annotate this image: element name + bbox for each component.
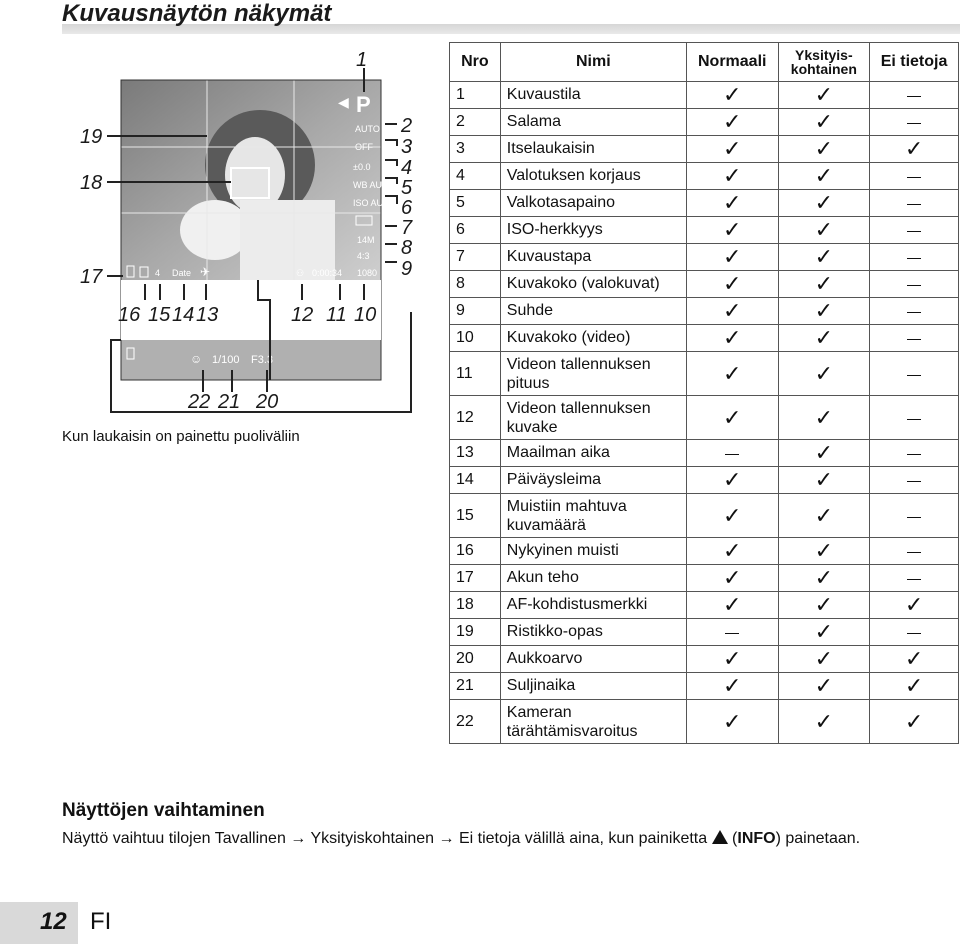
callout-18: 18: [80, 172, 103, 194]
check-icon: ✓: [686, 673, 778, 700]
body-part-4: painetaan.: [785, 830, 861, 847]
check-icon: ✓: [686, 82, 778, 109]
table-row: [450, 700, 959, 744]
check-icon: ✓: [686, 700, 778, 744]
row-name: Muistiin mahtuva kuvamäärä: [500, 494, 686, 538]
check-icon: ✓: [778, 244, 869, 271]
table-row: [450, 271, 959, 298]
language-code: FI: [90, 908, 112, 935]
header-normal: Normaali: [686, 43, 778, 82]
check-icon: ✓: [778, 467, 869, 494]
check-icon: ✓: [686, 244, 778, 271]
dash-icon: [870, 538, 959, 565]
shake-warning-icon: ☺: [190, 352, 203, 366]
dash-icon: [686, 619, 778, 646]
row-name: Maailman aika: [500, 440, 686, 467]
table-row: [450, 646, 959, 673]
row-number: 22: [450, 700, 501, 744]
table-row: [450, 396, 959, 440]
camera-screen-figure: [0, 0, 448, 470]
callout-11: 11: [326, 304, 347, 326]
check-icon: ✓: [778, 325, 869, 352]
self-timer-icon: OFF: [355, 142, 373, 152]
check-icon: ✓: [778, 673, 869, 700]
row-name: Päiväysleima: [500, 467, 686, 494]
callout-7: 7: [401, 217, 413, 239]
row-name: Kuvakoko (valokuvat): [500, 271, 686, 298]
callout-4: 4: [401, 157, 413, 179]
row-number: 4: [450, 163, 501, 190]
check-icon: ✓: [686, 163, 778, 190]
check-icon: ✓: [870, 700, 959, 744]
header-no-info: Ei tietoja: [870, 43, 959, 82]
table-row: [450, 82, 959, 109]
callout-2: 2: [401, 115, 413, 137]
date-stamp-icon: Date: [172, 268, 192, 278]
check-icon: ✓: [778, 592, 869, 619]
check-icon: ✓: [778, 109, 869, 136]
check-icon: ✓: [778, 163, 869, 190]
figure-caption: Kun laukaisin on painettu puoliväliin: [62, 428, 300, 445]
check-icon: ✓: [778, 440, 869, 467]
row-number: 11: [450, 352, 501, 396]
callout-12: 12: [291, 304, 314, 326]
row-number: 15: [450, 494, 501, 538]
check-icon: ✓: [778, 298, 869, 325]
row-name: Videon tallennuksen kuvake: [500, 396, 686, 440]
check-icon: ✓: [686, 592, 778, 619]
check-icon: ✓: [686, 298, 778, 325]
row-number: 2: [450, 109, 501, 136]
check-icon: ✓: [778, 646, 869, 673]
row-name: Kuvakoko (video): [500, 325, 686, 352]
check-icon: ✓: [686, 109, 778, 136]
row-name: ISO-herkkyys: [500, 217, 686, 244]
left-arrow-icon: ◀: [338, 94, 349, 110]
row-name: Kuvaustila: [500, 82, 686, 109]
row-name: Salama: [500, 109, 686, 136]
dash-icon: [870, 352, 959, 396]
shutter-value: 1/100: [212, 354, 240, 366]
header-name: Nimi: [500, 43, 686, 82]
body-part-1: Näyttö vaihtuu tilojen Tavallinen: [62, 830, 286, 847]
row-number: 13: [450, 440, 501, 467]
row-number: 8: [450, 271, 501, 298]
row-name: Valkotasapaino: [500, 190, 686, 217]
table-row: [450, 619, 959, 646]
table-row: [450, 136, 959, 163]
table-row: [450, 190, 959, 217]
check-icon: ✓: [870, 136, 959, 163]
check-icon: ✓: [778, 190, 869, 217]
check-icon: ✓: [870, 646, 959, 673]
dash-icon: [870, 190, 959, 217]
check-icon: ✓: [778, 494, 869, 538]
dash-icon: [686, 440, 778, 467]
callout-17: 17: [80, 266, 103, 288]
row-name: Itselaukaisin: [500, 136, 686, 163]
callout-5: 5: [401, 177, 413, 199]
table-row: [450, 467, 959, 494]
callout-14: 14: [172, 304, 195, 326]
dash-icon: [870, 109, 959, 136]
row-number: 20: [450, 646, 501, 673]
row-number: 5: [450, 190, 501, 217]
check-icon: ✓: [778, 271, 869, 298]
table-row: [450, 244, 959, 271]
table-row: [450, 440, 959, 467]
exposure-icon: ±0.0: [353, 162, 371, 172]
check-icon: ✓: [778, 136, 869, 163]
callout-6: 6: [401, 197, 413, 219]
info-button-label: INFO: [737, 830, 776, 847]
check-icon: ✓: [778, 82, 869, 109]
row-name: Suljinaika: [500, 673, 686, 700]
table-row: [450, 538, 959, 565]
table-row: [450, 163, 959, 190]
table-row: [450, 325, 959, 352]
dash-icon: [870, 217, 959, 244]
page-number: 12: [40, 908, 67, 935]
callout-13: 13: [196, 304, 219, 326]
dash-icon: [870, 244, 959, 271]
arrow-1: →: [290, 830, 307, 847]
dash-icon: [870, 467, 959, 494]
world-time-icon: ✈: [200, 265, 211, 279]
dash-icon: [870, 565, 959, 592]
check-icon: ✓: [686, 325, 778, 352]
check-icon: ✓: [778, 217, 869, 244]
table-row: [450, 565, 959, 592]
mode-icon: P: [356, 92, 371, 117]
check-icon: ✓: [778, 565, 869, 592]
row-number: 21: [450, 673, 501, 700]
row-number: 7: [450, 244, 501, 271]
check-icon: ✓: [686, 646, 778, 673]
callout-21: 21: [218, 391, 241, 413]
callout-3: 3: [401, 136, 413, 158]
row-number: 3: [450, 136, 501, 163]
dash-icon: [870, 396, 959, 440]
iso-icon: ISO AUTO: [353, 198, 396, 208]
dash-icon: [870, 494, 959, 538]
callout-8: 8: [401, 237, 413, 259]
table-row: [450, 217, 959, 244]
row-name: Videon tallennuksen pituus: [500, 352, 686, 396]
aspect-icon: 4:3: [357, 251, 370, 261]
remaining-count-icon: 4: [155, 268, 161, 278]
video-size-icon: 1080: [357, 268, 378, 278]
row-name: Akun teho: [500, 565, 686, 592]
indicator-table: [449, 42, 959, 744]
check-icon: ✓: [686, 396, 778, 440]
row-name: Aukkoarvo: [500, 646, 686, 673]
dash-icon: [870, 440, 959, 467]
check-icon: ✓: [686, 538, 778, 565]
dash-icon: [870, 325, 959, 352]
row-number: 9: [450, 298, 501, 325]
body-part-3: Ei tietoja välillä aina, kun painiketta: [458, 830, 708, 847]
check-icon: ✓: [778, 619, 869, 646]
callout-19: 19: [80, 126, 103, 148]
row-number: 14: [450, 467, 501, 494]
row-number: 18: [450, 592, 501, 619]
table-header-row: [450, 43, 959, 82]
check-icon: ✓: [686, 352, 778, 396]
wb-icon: WB AUTO: [353, 180, 395, 190]
image-size-icon: 14M: [357, 235, 375, 245]
row-name: Nykyinen muisti: [500, 538, 686, 565]
callout-1: 1: [356, 49, 368, 71]
row-name: Kameran tärähtämisvaroitus: [500, 700, 686, 744]
aperture-value: F3.3: [251, 354, 274, 366]
check-icon: ✓: [686, 190, 778, 217]
header-detailed: Yksityis- kohtainen: [778, 43, 869, 82]
row-number: 10: [450, 325, 501, 352]
callout-16: 16: [118, 304, 141, 326]
check-icon: ✓: [686, 565, 778, 592]
dash-icon: [870, 163, 959, 190]
table-row: [450, 109, 959, 136]
row-number: 16: [450, 538, 501, 565]
section-title: Näyttöjen vaihtaminen: [62, 800, 265, 821]
table-row: [450, 673, 959, 700]
page-title: Kuvausnäytön näkymät: [62, 0, 332, 27]
callout-22: 22: [188, 391, 211, 413]
dash-icon: [870, 271, 959, 298]
check-icon: ✓: [778, 538, 869, 565]
info-triangle-icon: [712, 830, 728, 844]
check-icon: ✓: [686, 271, 778, 298]
baby: [180, 200, 250, 260]
callout-10: 10: [354, 304, 377, 326]
check-icon: ✓: [686, 467, 778, 494]
table-row: [450, 592, 959, 619]
table-row: [450, 352, 959, 396]
row-name: Suhde: [500, 298, 686, 325]
row-number: 17: [450, 565, 501, 592]
dash-icon: [870, 619, 959, 646]
flash-icon: AUTO: [355, 124, 380, 134]
check-icon: ✓: [870, 592, 959, 619]
body-part-2: Yksityiskohtainen: [310, 830, 435, 847]
section-body: Näyttö vaihtuu tilojen Tavallinen → Yksityiskohtainen → Ei tietoja välillä aina, kun painiketta (INFO) painetaan.: [62, 830, 861, 847]
callout-15: 15: [148, 304, 171, 326]
arrow-2: →: [438, 830, 455, 847]
dash-icon: [870, 298, 959, 325]
row-name: Kuvaustapa: [500, 244, 686, 271]
row-number: 6: [450, 217, 501, 244]
row-number: 12: [450, 396, 501, 440]
table-body: [450, 82, 959, 744]
row-number: 19: [450, 619, 501, 646]
check-icon: ✓: [870, 673, 959, 700]
record-time-icon: 0:00:34: [312, 268, 343, 278]
row-number: 1: [450, 82, 501, 109]
check-icon: ✓: [686, 217, 778, 244]
check-icon: ✓: [778, 700, 869, 744]
table-row: [450, 494, 959, 538]
callout-9: 9: [401, 258, 413, 280]
check-icon: ✓: [778, 396, 869, 440]
row-name: Valotuksen korjaus: [500, 163, 686, 190]
movie-icon: ⚇: [296, 268, 305, 278]
check-icon: ✓: [686, 136, 778, 163]
header-no: Nro: [450, 43, 501, 82]
callout-20: 20: [256, 391, 279, 413]
row-name: Ristikko-opas: [500, 619, 686, 646]
check-icon: ✓: [778, 352, 869, 396]
table-row: [450, 298, 959, 325]
check-icon: ✓: [686, 494, 778, 538]
dash-icon: [870, 82, 959, 109]
row-name: AF-kohdistusmerkki: [500, 592, 686, 619]
